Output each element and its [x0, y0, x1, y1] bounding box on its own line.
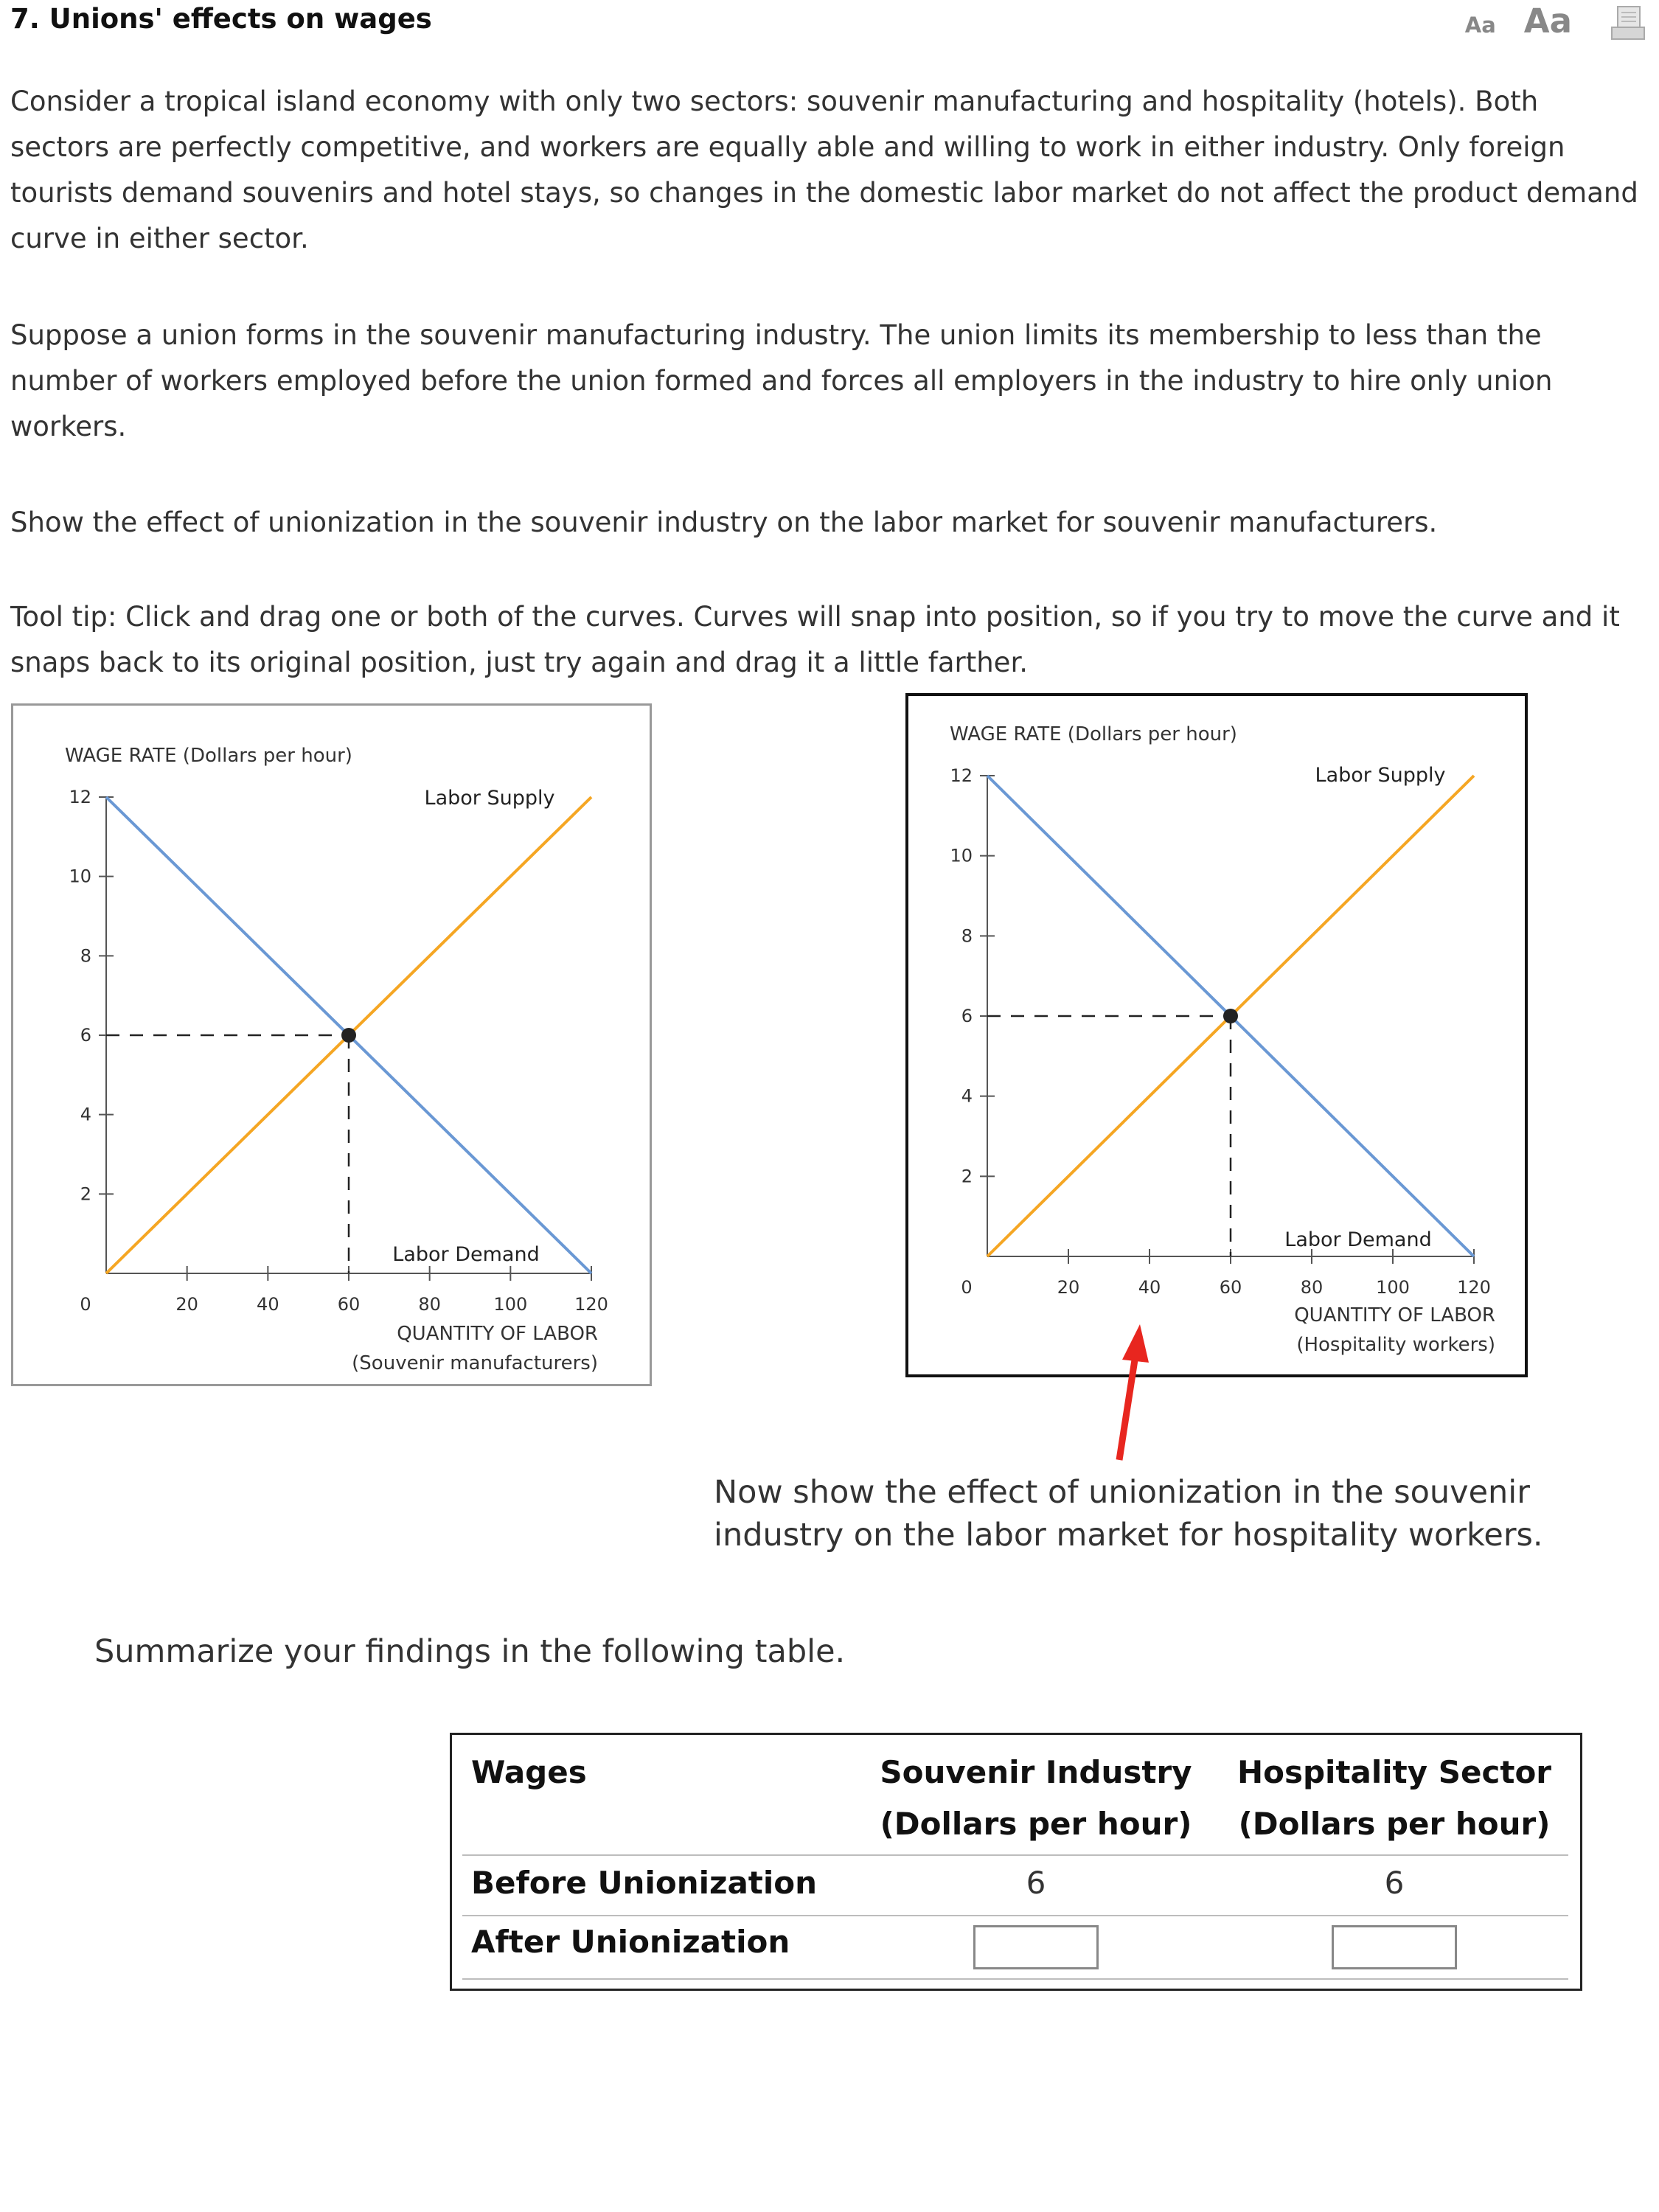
- x-tick-label: 100: [493, 1294, 528, 1315]
- x-tick-label: 60: [1219, 1277, 1242, 1298]
- hospitality-labor-market-graph[interactable]: [905, 693, 1528, 1377]
- table-divider: [462, 1915, 1568, 1916]
- instruction-paragraph: Show the effect of unionization in the souvenir industry on the labor market for souvenir manufacturers.: [10, 507, 1438, 538]
- summary-instruction: Summarize your findings in the following table.: [94, 1633, 846, 1670]
- origin-label: 0: [961, 1277, 973, 1298]
- y-tick-label: 2: [961, 1166, 973, 1187]
- x-axis-subtitle: (Souvenir manufacturers): [352, 1352, 598, 1374]
- x-tick-label: 40: [257, 1294, 279, 1315]
- after-hospitality-wage-input[interactable]: [1332, 1925, 1457, 1969]
- x-axis-subtitle: (Hospitality workers): [1296, 1334, 1495, 1356]
- y-tick-label: 8: [961, 925, 973, 947]
- row-after-label: After Unionization: [471, 1924, 790, 1960]
- annotation-arrow: [1091, 1320, 1180, 1467]
- table-header-souvenir-line1: Souvenir Industry: [880, 1754, 1192, 1790]
- intro-paragraph: Consider a tropical island economy with only two sectors: souvenir manufacturing and hospitality (hotels). Both sectors are perfectly competitive, and workers are equally able and willing to work in either industry. Only foreign tourists demand souvenirs and hotel stays, so changes in the domestic labor market do not affect the product demand curve in either sector.: [10, 86, 1638, 254]
- souvenir-labor-market-graph[interactable]: [11, 703, 652, 1386]
- labor-supply-label: Labor Supply: [1315, 764, 1446, 787]
- x-tick-label: 40: [1138, 1277, 1161, 1298]
- x-tick-label: 120: [574, 1294, 608, 1315]
- tooltip-paragraph: Tool tip: Click and drag one or both of the curves. Curves will snap into position, so if you try to move the curve and it snaps back to its original position, just try again and drag it a little farther.: [10, 601, 1620, 678]
- table-divider: [462, 1854, 1568, 1856]
- labor-demand-label: Labor Demand: [392, 1243, 540, 1266]
- summary-table: [450, 1733, 1582, 1991]
- y-tick-label: 8: [80, 945, 91, 967]
- hospitality-instruction-note: Now show the effect of unionization in the souvenir industry on the labor market for hospitality workers.: [714, 1474, 1543, 1554]
- table-header-souvenir-line2: (Dollars per hour): [880, 1806, 1192, 1842]
- table-header-wages: Wages: [471, 1754, 587, 1790]
- x-tick-label: 20: [1057, 1277, 1080, 1298]
- x-axis-title: QUANTITY OF LABOR: [1294, 1304, 1495, 1326]
- row-before-souvenir-value: 6: [1026, 1865, 1046, 1901]
- font-size-controls: [1465, 1, 1646, 41]
- equilibrium-point: [1223, 1009, 1238, 1023]
- y-tick-label: 6: [961, 1006, 973, 1026]
- x-tick-label: 60: [337, 1294, 361, 1315]
- y-tick-label: 12: [69, 787, 91, 807]
- row-before-label: Before Unionization: [471, 1865, 818, 1901]
- souvenir-graph-canvas[interactable]: [13, 706, 650, 1384]
- y-tick-label: 10: [950, 845, 973, 866]
- y-axis-title: WAGE RATE (Dollars per hour): [65, 745, 352, 767]
- table-header-hospitality-line2: (Dollars per hour): [1238, 1806, 1551, 1842]
- y-axis-title: WAGE RATE (Dollars per hour): [950, 723, 1237, 745]
- origin-label: 0: [80, 1294, 91, 1315]
- y-tick-label: 12: [950, 765, 973, 786]
- y-tick-label: 2: [80, 1183, 91, 1205]
- union-paragraph: Suppose a union forms in the souvenir manufacturing industry. The union limits its membership to less than the number of workers employed before the union formed and forces all employers in the industry to hire only union workers.: [10, 319, 1553, 442]
- labor-supply-label: Labor Supply: [424, 787, 555, 810]
- x-tick-label: 80: [418, 1294, 441, 1315]
- y-tick-label: 6: [80, 1025, 91, 1046]
- table-divider: [462, 1978, 1568, 1980]
- y-tick-label: 4: [80, 1104, 91, 1125]
- question-title: 7. Unions' effects on wages: [10, 3, 432, 35]
- row-before-hospitality-value: 6: [1384, 1865, 1405, 1901]
- increase-font-button[interactable]: Aa: [1523, 1, 1572, 41]
- x-tick-label: 80: [1300, 1277, 1324, 1298]
- y-tick-label: 10: [69, 866, 91, 887]
- table-header-hospitality-line1: Hospitality Sector: [1237, 1754, 1552, 1790]
- x-tick-label: 120: [1457, 1277, 1491, 1298]
- table-header-hospitality: [1225, 1747, 1564, 1850]
- equilibrium-point: [341, 1028, 356, 1043]
- print-icon[interactable]: [1610, 5, 1646, 41]
- y-tick-label: 4: [961, 1085, 973, 1107]
- hospitality-graph-canvas[interactable]: [908, 696, 1525, 1374]
- decrease-font-button[interactable]: Aa: [1464, 13, 1496, 38]
- x-tick-label: 100: [1376, 1277, 1410, 1298]
- x-axis-title: QUANTITY OF LABOR: [397, 1323, 598, 1345]
- table-header-souvenir: [866, 1747, 1206, 1850]
- x-tick-label: 20: [175, 1294, 198, 1315]
- labor-demand-label: Labor Demand: [1284, 1228, 1432, 1251]
- after-souvenir-wage-input[interactable]: [973, 1925, 1099, 1969]
